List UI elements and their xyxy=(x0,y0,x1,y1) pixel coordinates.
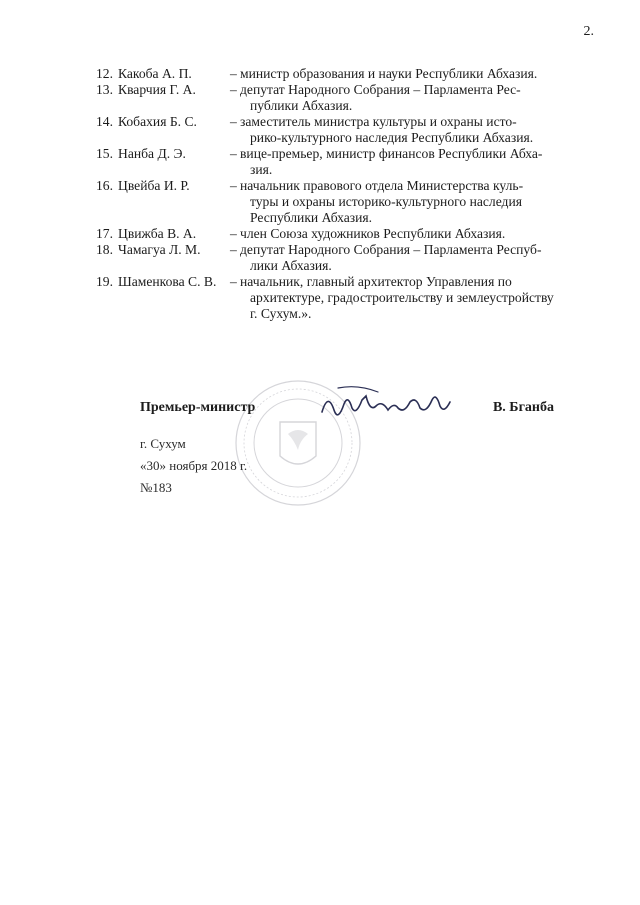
member-row xyxy=(96,242,588,274)
member-name: Чамагуа Л. М. xyxy=(118,242,201,257)
member-description-line: рико-культурного наследия Республики Абхазия. xyxy=(250,130,534,145)
page-number: 2. xyxy=(583,24,594,39)
member-description-line: министр образования и науки Республики Абхазия. xyxy=(240,66,538,81)
member-description-line: вице-премьер, министр финансов Республики Абха- xyxy=(240,146,543,161)
member-description xyxy=(240,82,588,114)
member-row xyxy=(96,82,588,114)
member-dash: – xyxy=(230,114,237,129)
member-name: Кобахия Б. С. xyxy=(118,114,197,129)
member-name: Кварчия Г. А. xyxy=(118,82,196,97)
member-number: 17. xyxy=(96,226,113,241)
meta-city: г. Сухум xyxy=(140,436,186,451)
signatory-title: Премьер-министр xyxy=(140,400,256,415)
member-description-line: депутат Народного Собрания – Парламента Респуб- xyxy=(240,242,542,257)
member-description-line: лики Абхазия. xyxy=(250,258,332,273)
document-meta xyxy=(140,433,247,499)
member-description-line: туры и охраны историко-культурного наследия xyxy=(250,194,522,209)
member-description xyxy=(240,274,588,322)
member-description xyxy=(240,146,588,178)
signatory-name: В. Бганба xyxy=(492,400,554,415)
member-name: Какоба А. П. xyxy=(118,66,192,81)
member-name: Цвижба В. А. xyxy=(118,226,197,241)
member-dash: – xyxy=(230,82,237,97)
member-list xyxy=(96,66,588,322)
member-description-line: начальник правового отдела Министерства куль- xyxy=(240,178,524,193)
member-description-line: депутат Народного Собрания – Парламента Рес- xyxy=(240,82,521,97)
member-dash: – xyxy=(230,242,237,257)
member-row xyxy=(96,66,588,82)
member-description xyxy=(240,66,588,82)
member-dash: – xyxy=(230,146,237,161)
member-row xyxy=(96,114,588,146)
member-number: 13. xyxy=(96,82,113,97)
member-number: 15. xyxy=(96,146,113,161)
member-number: 16. xyxy=(96,178,113,193)
member-dash: – xyxy=(230,274,237,289)
member-description-line: зия. xyxy=(250,162,273,177)
member-description-line: член Союза художников Республики Абхазия. xyxy=(240,226,506,241)
member-row xyxy=(96,178,588,226)
member-description xyxy=(240,242,588,274)
member-description-line: Республики Абхазия. xyxy=(250,210,373,225)
member-description-line: заместитель министра культуры и охраны исто- xyxy=(240,114,517,129)
member-number: 12. xyxy=(96,66,113,81)
member-description-line: публики Абхазия. xyxy=(250,98,353,113)
member-row xyxy=(96,274,588,322)
member-number: 14. xyxy=(96,114,113,129)
member-description xyxy=(240,114,588,146)
meta-date: «30» ноября 2018 г. xyxy=(140,458,248,473)
member-name: Нанба Д. Э. xyxy=(118,146,186,161)
member-description xyxy=(240,226,588,242)
member-dash: – xyxy=(230,178,237,193)
member-name: Шаменкова С. В. xyxy=(118,274,217,289)
member-description-line: архитектуре, градостроительству и землеустройству xyxy=(250,290,554,305)
member-row xyxy=(96,226,588,242)
member-description-line: г. Сухум.». xyxy=(250,306,312,321)
signature-row xyxy=(140,400,554,424)
member-name: Цвейба И. Р. xyxy=(118,178,190,193)
member-description-line: начальник, главный архитектор Управления по xyxy=(240,274,512,289)
member-number: 19. xyxy=(96,274,113,289)
member-dash: – xyxy=(230,226,237,241)
meta-number: №183 xyxy=(140,480,172,495)
member-description xyxy=(240,178,588,226)
member-number: 18. xyxy=(96,242,113,257)
member-dash: – xyxy=(230,66,237,81)
member-row xyxy=(96,146,588,178)
